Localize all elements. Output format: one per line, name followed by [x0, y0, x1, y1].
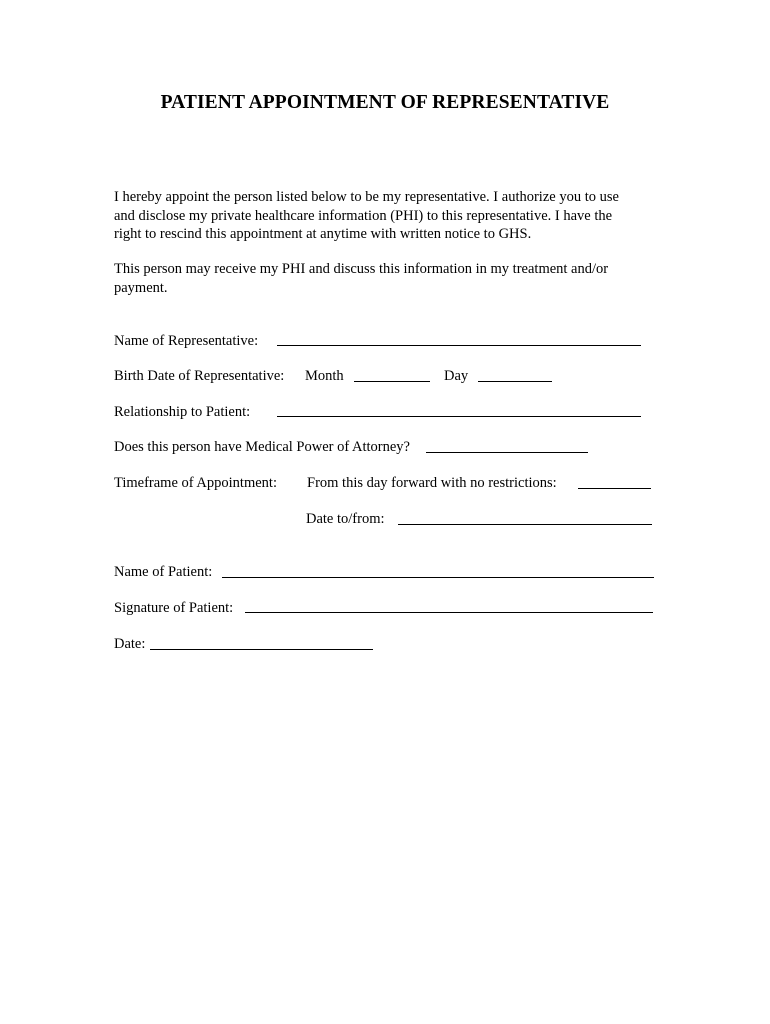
- date-label: Date:: [114, 636, 146, 652]
- patient-name-label: Name of Patient:: [114, 564, 213, 580]
- birth-month-field[interactable]: [354, 381, 430, 382]
- relationship-field[interactable]: [277, 416, 641, 417]
- signature-field[interactable]: [245, 612, 653, 613]
- day-label: Day: [444, 368, 469, 384]
- paragraph-line: payment.: [114, 279, 168, 296]
- birth-date-label: Birth Date of Representative:: [114, 368, 285, 384]
- poa-field[interactable]: [426, 452, 588, 453]
- no-restrictions-label: From this day forward with no restrictions:: [307, 475, 557, 491]
- rep-name-label: Name of Representative:: [114, 333, 259, 349]
- poa-label: Does this person have Medical Power of Attorney?: [114, 439, 410, 455]
- rep-name-field[interactable]: [277, 345, 641, 346]
- paragraph-line: right to rescind this appointment at anytime with written notice to GHS.: [114, 226, 532, 242]
- paragraph-line: This person may receive my PHI and discuss this information in my treatment and/or: [114, 261, 609, 277]
- patient-name-field[interactable]: [222, 577, 654, 578]
- paragraph-line: I hereby appoint the person listed below to be my representative. I authorize you to use: [114, 189, 619, 205]
- birth-day-field[interactable]: [478, 381, 552, 382]
- month-label: Month: [305, 368, 344, 384]
- date-to-from-field[interactable]: [398, 524, 652, 525]
- paragraph-line: and disclose my private healthcare information (PHI) to this representative. I have the: [114, 207, 613, 224]
- signature-label: Signature of Patient:: [114, 600, 234, 616]
- form-title: PATIENT APPOINTMENT OF REPRESENTATIVE: [160, 92, 610, 113]
- phi-paragraph: [114, 260, 654, 297]
- date-to-from-label: Date to/from:: [306, 511, 385, 527]
- timeframe-label: Timeframe of Appointment:: [114, 475, 277, 491]
- relationship-label: Relationship to Patient:: [114, 404, 251, 420]
- date-field[interactable]: [150, 649, 373, 650]
- no-restrictions-field[interactable]: [578, 488, 651, 489]
- authorization-paragraph: [114, 188, 654, 244]
